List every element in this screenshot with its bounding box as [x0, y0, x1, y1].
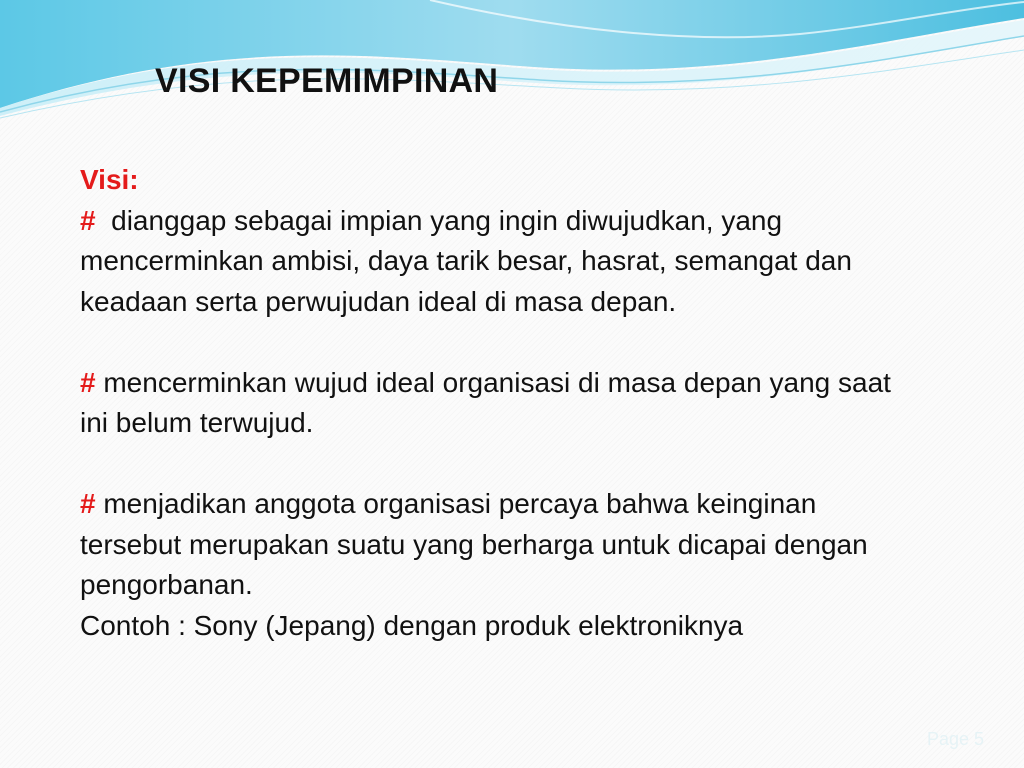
slide-body: [80, 160, 910, 646]
example-line: Contoh : Sony (Jepang) dengan produk elektroniknya: [80, 609, 744, 641]
slide-title: VISI KEPEMIMPINAN: [155, 62, 499, 100]
section-heading: Visi:: [80, 164, 139, 195]
bullet-text: mencerminkan wujud ideal organisasi di masa depan yang saat ini belum terwujud.: [80, 366, 891, 438]
bullet-text: menjadikan anggota organisasi percaya bahwa keinginan tersebut merupakan suatu yang berharga untuk dicapai dengan pengorbanan.: [80, 488, 868, 600]
bullet-point-3: [80, 484, 910, 606]
spacer: [80, 444, 910, 485]
header-wave-decoration: [0, 0, 1024, 130]
bullet-point-1: [80, 201, 910, 323]
bullet-marker: #: [80, 366, 96, 398]
bullet-text: dianggap sebagai impian yang ingin diwujudkan, yang mencerminkan ambisi, daya tarik besar, hasrat, semangat dan keadaan serta perwujudan ideal di masa depan.: [80, 204, 852, 317]
bullet-point-2: [80, 363, 910, 444]
bullet-marker: #: [80, 488, 96, 519]
page-number: Page 5: [926, 729, 984, 749]
bullet-marker: #: [80, 204, 96, 236]
spacer: [80, 322, 910, 363]
